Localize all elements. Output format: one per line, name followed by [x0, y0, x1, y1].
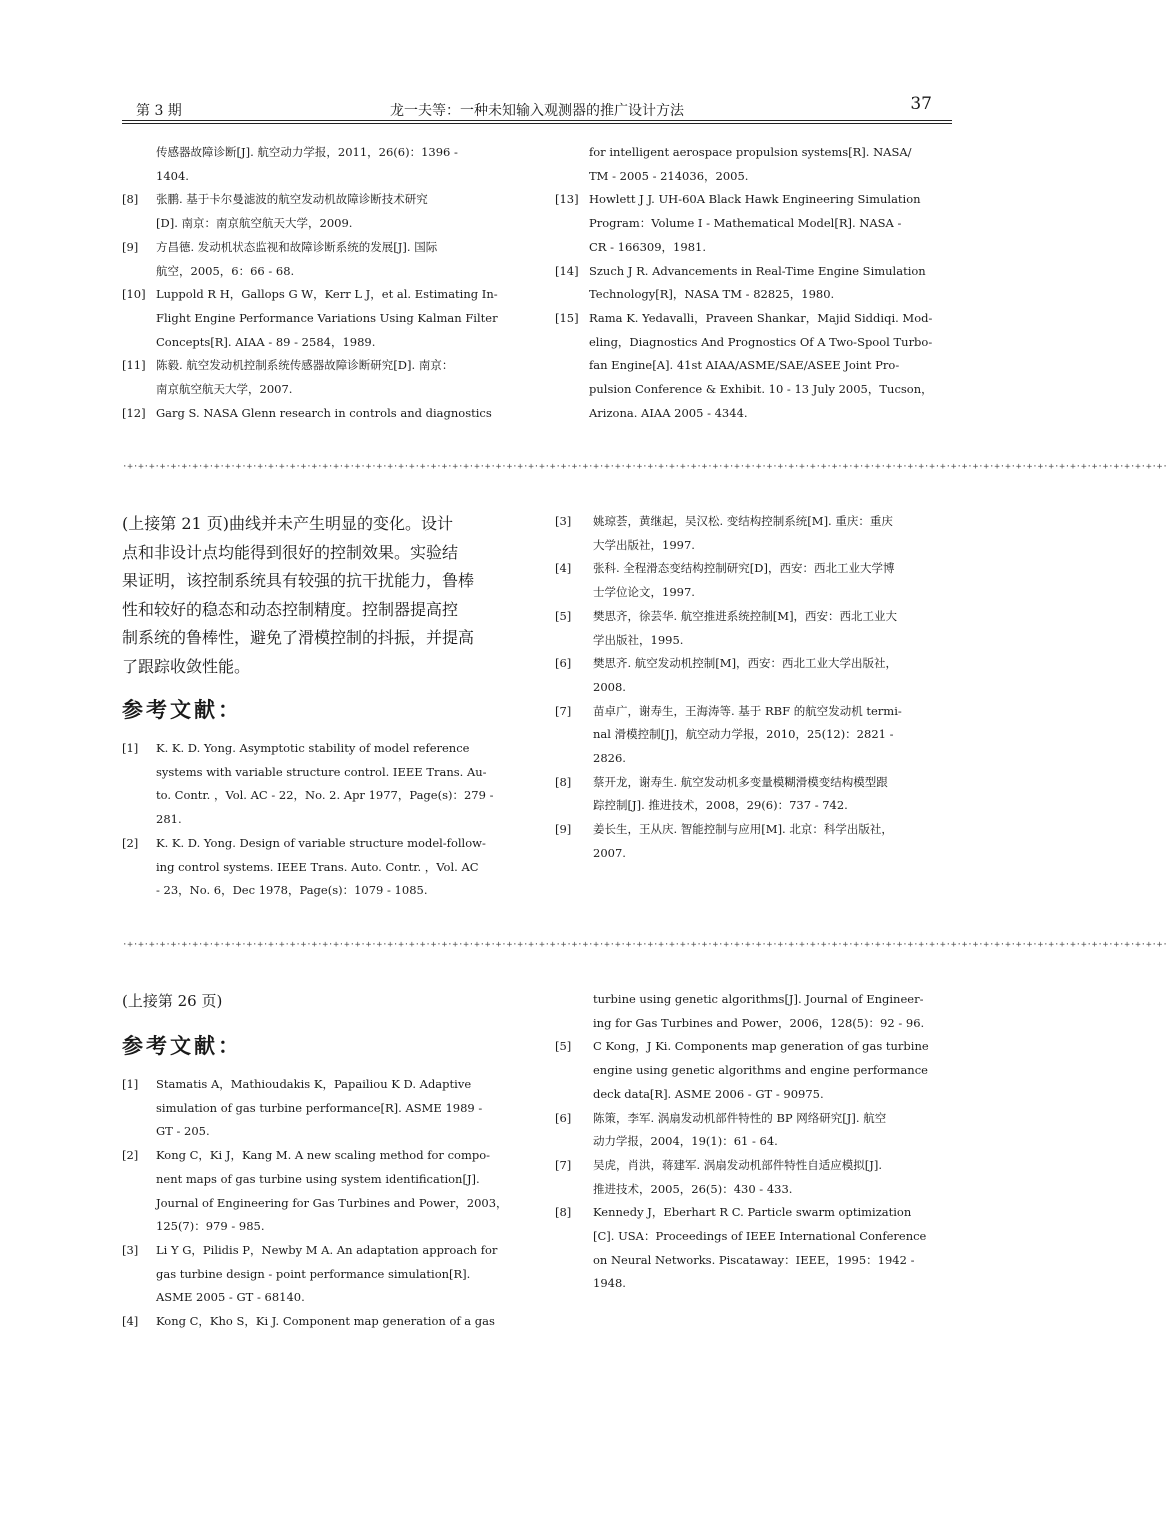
body-line: (上接第 21 页)曲线并未产生明显的变化。设计: [122, 514, 454, 533]
continued-label: (上接第 26 页): [122, 992, 223, 1010]
reference-line: C Kong，J Ki. Components map generation of gas turbine: [593, 1039, 929, 1054]
reference-number: [13]: [555, 192, 579, 207]
reference-line: nal 滑模控制[J]，航空动力学报，2010，25(12)：2821 -: [593, 727, 894, 742]
reference-item: [555, 260, 953, 307]
reference-line: 樊思齐，徐芸华. 航空推进系统控制[M]，西安：西北工业大: [593, 608, 898, 623]
reference-line: Howlett J J. UH-60A Black Hawk Engineering Simulation: [589, 192, 921, 207]
reference-item: [122, 1144, 518, 1239]
reference-item: [555, 1035, 953, 1106]
reference-item: [555, 771, 953, 818]
reference-line: 蔡开龙，谢寿生. 航空发动机多变量模糊滑模变结构模型跟: [593, 774, 888, 789]
reference-line: Concepts[R]. AIAA - 89 - 2584，1989.: [156, 334, 376, 349]
reference-line: Journal of Engineering for Gas Turbines and Power，2003，: [156, 1195, 508, 1210]
reference-line: 2826.: [593, 751, 626, 766]
section2-right-refs: [555, 510, 953, 866]
body-line: 性和较好的稳态和动态控制精度。控制器提高控: [122, 599, 459, 619]
header-rule: [122, 120, 952, 121]
reference-line: 士学位论文，1997.: [593, 585, 695, 600]
reference-line: 281.: [156, 812, 182, 827]
reference-number: [6]: [555, 656, 572, 671]
reference-line: 航空，2005，6：66 - 68.: [156, 263, 295, 278]
reference-number: [3]: [555, 514, 572, 528]
reference-item: [555, 700, 953, 771]
reference-number: [14]: [555, 263, 579, 278]
reference-line: 大学出版社，1997.: [593, 537, 695, 552]
reference-item: [122, 1239, 518, 1310]
section3-right-refs: [555, 988, 953, 1296]
reference-line: 苗卓广，谢寿生，王海涛等. 基于 RBF 的航空发动机 termi-: [593, 703, 902, 718]
running-title: 龙一夫等：一种未知输入观测器的推广设计方法: [390, 103, 684, 119]
reference-item: [555, 188, 953, 259]
reference-line: 方昌德. 发动机状态监视和故障诊断系统的发展[J]. 国际: [156, 239, 438, 254]
section1-left-refs: [122, 141, 518, 425]
reference-line: 学出版社，1995.: [593, 632, 684, 647]
reference-item: [122, 354, 518, 401]
reference-number: [7]: [555, 1157, 572, 1172]
reference-number: [11]: [122, 358, 146, 373]
body-line: 果证明，该控制系统具有较强的抗干扰能力，鲁棒: [122, 571, 475, 590]
reference-line: 传感器故障诊断[J]. 航空动力学报，2011，26(6)：1396 -: [156, 145, 458, 159]
reference-number: [7]: [555, 703, 572, 718]
reference-line: 樊思齐. 航空发动机控制[M]，西安：西北工业大学出版社，: [593, 656, 898, 671]
body-line: 点和非设计点均能得到很好的控制效果。实验结: [122, 542, 459, 562]
reference-number: [6]: [555, 1110, 572, 1125]
reference-line: Rama K. Yedavalli，Praveen Shankar，Majid Siddiqi. Mod-: [589, 310, 933, 325]
reference-number: [8]: [555, 774, 572, 789]
reference-line: [C]. USA：Proceedings of IEEE International Conference: [593, 1229, 927, 1244]
section-divider: ·+·+·+·+·+·+·+·+·+·+·+·+·+·+·+·+·+·+·+·+·+·+·+·+·+·+·+·+·+·+·+·+·+·+·+·+·+·+·+·+·+·+·+·+·+·+·+·+·+·+·+·+·+·+·+·+·+·+·+·+·+·+·+·+·+·+·+·+·+·+·+·+·+·+·+·+·+·+·+·+·+·+·+·+·+·+·+·+·+·+·+·+·+·+·+·+·: [122, 462, 1168, 472]
page-header: [122, 94, 952, 122]
reference-number: [9]: [555, 822, 572, 837]
reference-line: Arizona. AIAA 2005 - 4344.: [589, 405, 748, 420]
reference-item: [122, 1073, 518, 1144]
page-number: 37: [910, 94, 932, 114]
reference-line: 1948.: [593, 1276, 626, 1291]
reference-line: GT - 205.: [156, 1124, 210, 1139]
reference-line: 踪控制[J]. 推进技术，2008，29(6)：737 - 742.: [593, 798, 848, 813]
reference-item: [555, 652, 953, 699]
reference-item: [555, 510, 953, 557]
reference-line: deck data[R]. ASME 2006 - GT - 90975.: [593, 1086, 824, 1101]
reference-line: fan Engine[A]. 41st AIAA/ASME/SAE/ASEE Joint Pro-: [589, 358, 900, 373]
reference-number: [9]: [122, 239, 139, 254]
reference-line: 2007.: [593, 845, 626, 860]
reference-line: 动力学报，2004，19(1)：61 - 64.: [593, 1134, 778, 1149]
reference-line: nent maps of gas turbine using system identification[J].: [156, 1171, 480, 1186]
reference-line: 张鹏. 基于卡尔曼滤波的航空发动机故障诊断技术研究: [156, 192, 428, 207]
reference-number: [5]: [555, 1039, 572, 1054]
reference-line: TM - 2005 - 214036，2005.: [589, 168, 749, 183]
reference-item: [122, 1310, 518, 1334]
reference-item: [122, 402, 518, 426]
reference-line: Stamatis A，Mathioudakis K，Papailiou K D. Adaptive: [156, 1077, 472, 1091]
reference-line: Li Y G，Pilidis P，Newby M A. An adaptation approach for: [156, 1242, 498, 1257]
reference-line: K. K. D. Yong. Asymptotic stability of model reference: [156, 741, 470, 755]
reference-line: systems with variable structure control. IEEE Trans. Au-: [156, 764, 487, 779]
reference-line: on Neural Networks. Piscataway：IEEE，1995：1942 -: [593, 1252, 915, 1267]
reference-line: [D]. 南京：南京航空航天大学，2009.: [156, 216, 353, 231]
reference-number: [10]: [122, 287, 146, 302]
body-line: 制系统的鲁棒性，避免了滑模控制的抖振，并提高: [122, 628, 475, 647]
reference-line: 姜长生，王从庆. 智能控制与应用[M]. 北京：科学出版社，: [593, 822, 893, 837]
reference-item: [555, 307, 953, 426]
header-rule-secondary: [122, 123, 952, 124]
reference-line: Luppold R H，Gallops G W，Kerr L J，et al. Estimating In-: [156, 287, 498, 302]
reference-item: [555, 1107, 953, 1154]
reference-item: [122, 141, 518, 188]
body-line: 了跟踪收敛性能。: [122, 656, 251, 676]
reference-item: [555, 1154, 953, 1201]
reference-line: 1404.: [156, 168, 189, 183]
reference-line: 吴虎，肖洪，蒋建军. 涡扇发动机部件特性自适应模拟[J].: [593, 1157, 883, 1172]
reference-number: [3]: [122, 1242, 139, 1257]
reference-number: [1]: [122, 741, 139, 755]
reference-line: for intelligent aerospace propulsion systems[R]. NASA/: [589, 145, 912, 159]
reference-line: turbine using genetic algorithms[J]. Journal of Engineer-: [593, 992, 924, 1006]
reference-line: Kong C，Ki J，Kang M. A new scaling method for compo-: [156, 1148, 491, 1163]
references-heading-2: 参考文献：: [122, 1034, 242, 1058]
reference-line: eling，Diagnostics And Prognostics Of A Two-Spool Turbo-: [589, 334, 933, 349]
reference-line: Kong C，Kho S，Ki J. Component map generation of a gas: [156, 1314, 495, 1329]
reference-number: [1]: [122, 1077, 139, 1091]
reference-number: [4]: [555, 561, 572, 576]
reference-line: Program：Volume I - Mathematical Model[R]. NASA -: [589, 216, 902, 231]
reference-line: Flight Engine Performance Variations Using Kalman Filter: [156, 310, 498, 325]
reference-number: [12]: [122, 405, 146, 420]
reference-item: [555, 605, 953, 652]
reference-line: 推进技术，2005，26(5)：430 - 433.: [593, 1181, 793, 1196]
section2-left-refs: [122, 737, 518, 903]
reference-line: gas turbine design - point performance simulation[R].: [156, 1266, 471, 1281]
reference-line: Kennedy J，Eberhart R C. Particle swarm optimization: [593, 1205, 912, 1220]
reference-line: Garg S. NASA Glenn research in controls and diagnostics: [156, 405, 492, 420]
reference-number: [5]: [555, 608, 572, 623]
reference-line: CR - 166309，1981.: [589, 239, 706, 254]
reference-item: [555, 988, 953, 1035]
reference-line: 2008.: [593, 679, 626, 694]
reference-line: pulsion Conference & Exhibit. 10 - 13 July 2005，Tucson，: [589, 382, 933, 397]
reference-number: [4]: [122, 1314, 139, 1329]
reference-item: [122, 832, 518, 903]
reference-line: 陈毅. 航空发动机控制系统传感器故障诊断研究[D]. 南京：: [156, 358, 454, 373]
reference-item: [555, 557, 953, 604]
reference-line: 张科. 全程滑态变结构控制研究[D]，西安：西北工业大学博: [593, 561, 895, 576]
reference-line: - 23，No. 6，Dec 1978，Page(s)：1079 - 1085.: [156, 883, 428, 898]
reference-number: [8]: [122, 192, 139, 207]
reference-line: 姚琼荟，黄继起，吴汉松. 变结构控制系统[M]. 重庆：重庆: [593, 514, 893, 528]
reference-number: [8]: [555, 1205, 572, 1220]
reference-number: [2]: [122, 835, 139, 850]
reference-line: 125(7)：979 - 985.: [156, 1219, 265, 1234]
issue-label: 第 3 期: [136, 103, 182, 119]
reference-item: [555, 818, 953, 865]
reference-number: [2]: [122, 1148, 139, 1163]
reference-line: ing for Gas Turbines and Power，2006，128(5)：92 - 96.: [593, 1015, 925, 1030]
reference-item: [122, 236, 518, 283]
reference-line: to. Contr. ，Vol. AC - 22，No. 2. Apr 1977，Page(s)：279 -: [156, 788, 494, 803]
reference-line: simulation of gas turbine performance[R]. ASME 1989 -: [156, 1100, 483, 1115]
reference-item: [122, 283, 518, 354]
reference-item: [555, 141, 953, 188]
section-divider-2: ·+·+·+·+·+·+·+·+·+·+·+·+·+·+·+·+·+·+·+·+·+·+·+·+·+·+·+·+·+·+·+·+·+·+·+·+·+·+·+·+·+·+·+·+·+·+·+·+·+·+·+·+·+·+·+·+·+·+·+·+·+·+·+·+·+·+·+·+·+·+·+·+·+·+·+·+·+·+·+·+·+·+·+·+·+·+·+·+·+·+·+·+·+·+·+·+·: [122, 940, 1168, 950]
reference-line: engine using genetic algorithms and engine performance: [593, 1063, 928, 1078]
reference-line: ing control systems. IEEE Trans. Auto. Contr. ，Vol. AC: [156, 859, 479, 874]
reference-line: ASME 2005 - GT - 68140.: [156, 1290, 305, 1305]
reference-line: Szuch J R. Advancements in Real-Time Engine Simulation: [589, 263, 926, 278]
reference-line: Technology[R]，NASA TM - 82825，1980.: [589, 287, 835, 302]
references-heading: 参考文献：: [122, 698, 242, 722]
section3-left-refs: [122, 1073, 518, 1334]
reference-number: [15]: [555, 310, 579, 325]
reference-item: [122, 188, 518, 235]
reference-item: [555, 1201, 953, 1296]
reference-item: [122, 737, 518, 832]
continued-body-text: [122, 510, 518, 681]
reference-line: 南京航空航天大学，2007.: [156, 382, 293, 397]
reference-line: 陈策，李军. 涡扇发动机部件特性的 BP 网络研究[J]. 航空: [593, 1110, 887, 1125]
section1-right-refs: [555, 141, 953, 425]
reference-line: K. K. D. Yong. Design of variable structure model-follow-: [156, 835, 486, 850]
